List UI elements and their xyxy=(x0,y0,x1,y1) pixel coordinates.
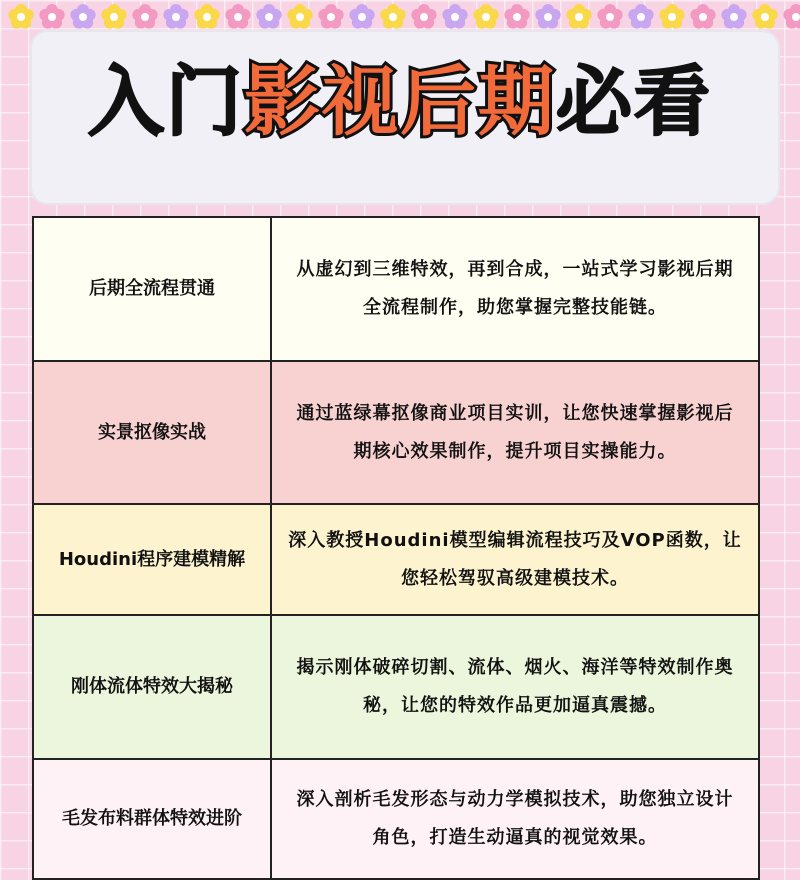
flower-icon xyxy=(316,2,346,32)
flower-icon xyxy=(68,2,98,32)
flower-icon xyxy=(688,2,718,32)
table-row xyxy=(33,759,759,879)
flower-icon xyxy=(99,2,129,32)
flower-icon xyxy=(37,2,67,32)
course-feature-table xyxy=(32,216,760,880)
flower-icon xyxy=(657,2,687,32)
flower-icon xyxy=(378,2,408,32)
flower-icon xyxy=(626,2,656,32)
row-description: 深入剖析毛发形态与动力学模拟技术，助您独立设计角色，打造生动逼真的视觉效果。 xyxy=(271,759,759,879)
title-part-intro: 入门 xyxy=(88,57,244,146)
table-row xyxy=(33,361,759,504)
row-description: 深入教授Houdini模型编辑流程技巧及VOP函数，让您轻松驾驭高级建模技术。 xyxy=(271,504,759,615)
flower-icon xyxy=(440,2,470,32)
row-description: 通过蓝绿幕抠像商业项目实训，让您快速掌握影视后期核心效果制作，提升项目实操能力。 xyxy=(271,361,759,504)
flower-icon xyxy=(130,2,160,32)
table-row xyxy=(33,504,759,615)
flower-border-top xyxy=(0,0,800,34)
flower-icon xyxy=(223,2,253,32)
row-key: 后期全流程贯通 xyxy=(33,217,271,361)
flower-icon xyxy=(750,2,780,32)
flower-icon xyxy=(564,2,594,32)
flower-icon xyxy=(161,2,191,32)
title-part-must-see: 必看 xyxy=(556,57,712,146)
flower-icon xyxy=(781,2,800,32)
table-row xyxy=(33,615,759,759)
flower-icon xyxy=(6,2,36,32)
page-title xyxy=(0,52,800,152)
flower-icon xyxy=(471,2,501,32)
flower-icon xyxy=(347,2,377,32)
row-description: 揭示刚体破碎切割、流体、烟火、海洋等特效制作奥秘，让您的特效作品更加逼真震撼。 xyxy=(271,615,759,759)
flower-icon xyxy=(192,2,222,32)
flower-icon xyxy=(719,2,749,32)
flower-icon xyxy=(533,2,563,32)
row-key: Houdini程序建模精解 xyxy=(33,504,271,615)
row-key: 刚体流体特效大揭秘 xyxy=(33,615,271,759)
title-part-film-post: 影视后期 xyxy=(244,57,556,146)
row-description: 从虚幻到三维特效，再到合成，一站式学习影视后期全流程制作，助您掌握完整技能链。 xyxy=(271,217,759,361)
flower-icon xyxy=(595,2,625,32)
flower-icon xyxy=(502,2,532,32)
table-row xyxy=(33,217,759,361)
row-key: 实景抠像实战 xyxy=(33,361,271,504)
flower-icon xyxy=(285,2,315,32)
row-key: 毛发布料群体特效进阶 xyxy=(33,759,271,879)
flower-icon xyxy=(409,2,439,32)
flower-icon xyxy=(254,2,284,32)
